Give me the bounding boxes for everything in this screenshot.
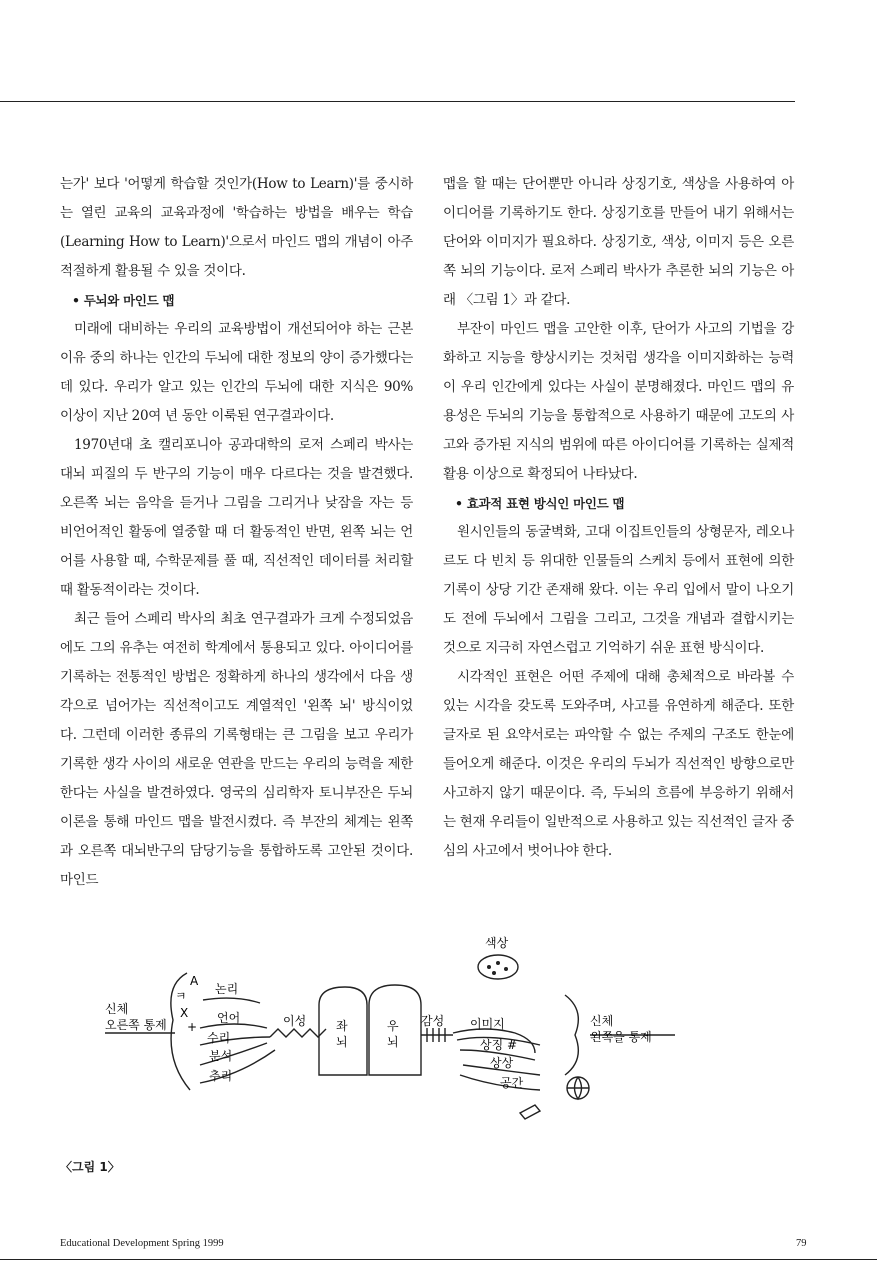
label-line: 왼쪽을 통제 <box>590 1030 652 1044</box>
label-image: 이미지 <box>470 1017 505 1031</box>
brain-function-figure <box>95 925 685 1125</box>
right-body-label <box>590 1013 652 1044</box>
label-line: 신체 <box>590 1014 614 1028</box>
paragraph: 는가' 보다 '어떻게 학습할 것인가(How to Learn)'를 중시하는 열린 교육의 교육과정에 '학습하는 방법을 배우는 학습(Learning How to Learn)'으로서 마인드 맵의 개념이 아주 적절하게 활용될 수 있을 것이다. <box>60 176 413 279</box>
paragraph: 1970년대 초 캘리포니아 공과대학의 로저 스페리 박사는 대뇌 피질의 두 반구의 기능이 매우 다르다는 것을 발견했다. 오른쪽 뇌는 음악을 듣거나 그림을 그리거나 낮잠을 자는 등 비언어적인 활동에 열중할 때 더 활동적인 반면, 왼쪽 뇌는 언어를 사용할 때, 수학문제를 풀 때, 직선적인 데이터를 처리할 때 활동적이라는 것이다. <box>60 437 413 598</box>
right-column <box>443 170 794 866</box>
right-bracket <box>565 995 578 1075</box>
label-left-brain <box>336 1018 348 1049</box>
symbol-plus: + <box>187 1020 198 1034</box>
label-reason: 이성 <box>283 1014 307 1028</box>
label-analysis: 분석 <box>209 1049 233 1063</box>
label-line: 우 <box>387 1019 399 1033</box>
label-line: 오른쪽 통제 <box>105 1018 167 1032</box>
ladder-connector <box>421 1028 453 1042</box>
figure-caption: 〈그림 1〉 <box>60 1160 120 1174</box>
paragraph: 원시인들의 동굴벽화, 고대 이집트인들의 상형문자, 레오나르도 다 빈치 등 위대한 인물들의 스케치 등에서 표현에 의한 기록이 상당 기간 존재해 왔다. 이는 우리 입에서 말이 나오기도 전에 두뇌에서 그림을 그리고, 그것을 개념과 결합시키는 것으로 지극히 자연스럽고 기억하기 쉬운 표현 방식이다. <box>443 524 794 656</box>
label-line: 좌 <box>336 1019 348 1033</box>
label-space: 공간 <box>500 1076 524 1090</box>
symbol-a: A <box>190 974 199 988</box>
branch <box>203 998 260 1003</box>
paragraph: 최근 들어 스페리 박사의 최초 연구결과가 크게 수정되었음에도 그의 유추는 여전히 학계에서 통용되고 있다. 아이디어를 기록하는 전통적인 방법은 정확하게 하나의 생각에서 다음 생각으로 넘어가는 직선적이고도 계열적인 '왼쪽 뇌' 방식이었다. 그런데 이러한 종류의 기록형태는 큰 그림을 보고 우리가 기록한 생각 사이의 새로운 연관을 만드는 우리의 능력을 제한한다는 사실을 발견하였다. 영국의 심리학자 토니부잔은 두뇌이론을 통해 마인드 맵을 발전시켰다. 즉 부잔의 체계는 왼쪽과 오른쪽 대뇌반구의 담당기능을 통합하도록 고안된 것이다. 마인드 <box>60 611 413 888</box>
label-line: 신체 <box>105 1002 129 1016</box>
label-emotion: 감성 <box>421 1014 445 1028</box>
left-column <box>60 170 413 895</box>
label-right-brain <box>387 1019 399 1049</box>
top-rule <box>0 101 795 102</box>
paragraph: 맵을 할 때는 단어뿐만 아니라 상징기호, 색상을 사용하여 아이디어를 기록하기도 한다. 상징기호를 만들어 내기 위해서는 단어와 이미지가 필요하다. 상징기호, 색상, 이미지 등은 오른쪽 뇌의 기능이다. 로저 스페리 박사가 추론한 뇌의 기능은 아래 〈그림 1〉과 같다. <box>443 176 794 308</box>
section-heading: • 효과적 표현 방식인 마인드 맵 <box>455 496 625 511</box>
paragraph: 부잔이 마인드 맵을 고안한 이후, 단어가 사고의 기법을 강화하고 지능을 향상시키는 것처럼 생각을 이미지화하는 능력이 우리 인간에게 있다는 사실이 분명해졌다. 마인드 맵의 유용성은 두뇌의 기능을 통합적으로 사용하기 때문에 고도의 사고와 증가된 지식의 범위에 따른 아이디어를 기록하는 실제적 활용 이상으로 확정되어 나타났다. <box>443 321 794 482</box>
label-color: 색상 <box>485 936 509 950</box>
symbol-k: ㅋ <box>175 989 187 1003</box>
section-heading: • 두뇌와 마인드 맵 <box>72 293 175 308</box>
left-body-label <box>105 1001 167 1032</box>
label-logic: 논리 <box>215 982 239 996</box>
page-number: 79 <box>796 1238 807 1249</box>
bottom-rule <box>0 1259 877 1260</box>
label-math: 수리 <box>207 1031 231 1045</box>
label-line: 뇌 <box>336 1035 348 1049</box>
label-imagination: 상상 <box>490 1056 514 1070</box>
label-symbol: 상징 # <box>480 1038 518 1052</box>
label-language: 언어 <box>217 1011 241 1025</box>
symbol-x: X <box>180 1006 189 1020</box>
paragraph: 시각적인 표현은 어떤 주제에 대해 총체적으로 바라볼 수 있는 시각을 갖도록 도와주며, 사고를 유연하게 해준다. 또한 글자로 된 요약서로는 파악할 수 없는 주제의 구조도 한눈에 들어오게 해준다. 이것은 우리의 두뇌가 직선적인 방향으로만 사고하지 않기 때문이다. 즉, 두뇌의 흐름에 부응하기 위해서는 현재 우리들이 일반적으로 사용하고 있는 직선적인 글자 중심의 사고에서 벗어나야 한다. <box>443 669 794 859</box>
zigzag-connector <box>270 1029 326 1037</box>
paragraph: 미래에 대비하는 우리의 교육방법이 개선되어야 하는 근본 이유 중의 하나는 인간의 두뇌에 대한 정보의 양이 증가했다는 데 있다. 우리가 알고 있는 인간의 두뇌에 대한 지식은 90% 이상이 지난 20여 년 동안 이룩된 연구결과이다. <box>60 321 413 424</box>
journal-footer: Educational Development Spring 1999 <box>60 1238 224 1249</box>
label-reasoning: 추리 <box>209 1069 233 1083</box>
palette-icon <box>478 955 518 979</box>
label-line: 뇌 <box>387 1035 399 1049</box>
prism-icon <box>520 1105 540 1119</box>
